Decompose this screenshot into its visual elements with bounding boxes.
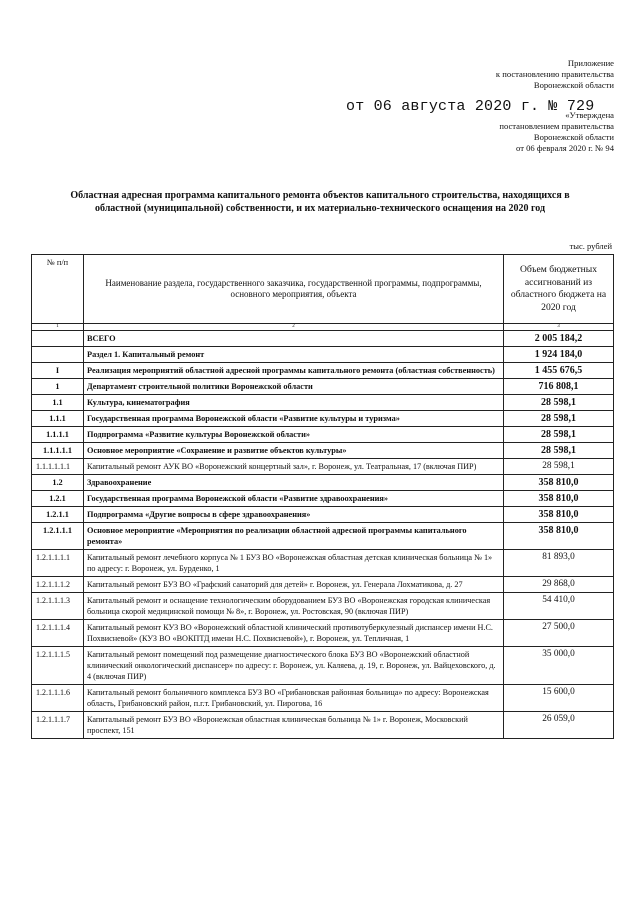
row-name: Капитальный ремонт помещений под размещение диагностического блока БУЗ ВО «Воронежский областной клинический онкологический диспансер» по адресу: г. Воронеж, ул. Каляева, д. 19, г. Воронеж, ул. Вайцеховского, д. 4 (включая ПИР) (84, 647, 504, 685)
row-name: Капитальный ремонт и оснащение технологическим оборудованием БУЗ ВО «Воронежская городская клиническая больница скорой медицинской помощи № 8», г. Воронеж, ул. Ростовская, 90 (включая ПИР) (84, 593, 504, 620)
row-amount: 358 810,0 (504, 507, 614, 523)
column-number: 3 (504, 324, 614, 331)
row-name: Раздел 1. Капитальный ремонт (84, 347, 504, 363)
row-code: 1.1.1 (32, 411, 84, 427)
header-name: Наименование раздела, государственного заказчика, государственной программы, подпрограммы, основного мероприятия, объекта (84, 255, 504, 324)
row-code (32, 347, 84, 363)
table-row (32, 379, 614, 395)
approval-note (499, 110, 614, 154)
row-code: 1.1.1.1.1.1 (32, 459, 84, 475)
appendix-line: Приложение (567, 58, 614, 68)
approval-line: Воронежской области (533, 132, 614, 142)
row-name: Государственная программа Воронежской области «Развитие здравоохранения» (84, 491, 504, 507)
table-row (32, 507, 614, 523)
row-amount: 54 410,0 (504, 593, 614, 620)
row-amount: 28 598,1 (504, 459, 614, 475)
row-amount: 28 598,1 (504, 395, 614, 411)
row-code (32, 331, 84, 347)
row-code: 1.2.1.1.1.5 (32, 647, 84, 685)
table-header-row (32, 255, 614, 324)
column-number-row (32, 324, 614, 331)
row-code: 1 (32, 379, 84, 395)
row-code: 1.1.1.1.1 (32, 443, 84, 459)
appendix-line: к постановлению правительства (495, 69, 614, 79)
row-name: Капитальный ремонт БУЗ ВО «Графский санаторий для детей» г. Воронеж, ул. Генерала Лохматикова, д. 27 (84, 577, 504, 593)
row-code: I (32, 363, 84, 379)
column-number: 1 (32, 324, 84, 331)
resolution-stamp: от 06 августа 2020 г. № 729 (346, 98, 595, 115)
row-code: 1.2.1.1.1.3 (32, 593, 84, 620)
row-code: 1.2.1.1.1.2 (32, 577, 84, 593)
appendix-note (496, 58, 614, 91)
table-row (32, 593, 614, 620)
table-row (32, 620, 614, 647)
budget-table (31, 254, 614, 739)
row-amount: 28 598,1 (504, 443, 614, 459)
row-name: Капитальный ремонт БУЗ ВО «Воронежская областная клиническая больница № 1» г. Воронеж, Московский проспект, 151 (84, 712, 504, 739)
row-name: Капитальный ремонт КУЗ ВО «Воронежский областной клинический противотуберкулезный диспансер имени Н.С. Похвисневой» (КУЗ ВО «ВОКПТД имени Н.С. Похвисневой»), г. Воронеж, ул. Тепличная, 1 (84, 620, 504, 647)
row-amount: 27 500,0 (504, 620, 614, 647)
approval-line: «Утверждена (565, 110, 614, 120)
row-code: 1.2.1.1.1.1 (32, 550, 84, 577)
row-amount: 35 000,0 (504, 647, 614, 685)
row-name: Капитальный ремонт лечебного корпуса № 1 БУЗ ВО «Воронежская областная детская клиническая больница № 1» по адресу: г. Воронеж, ул. Бурденко, 1 (84, 550, 504, 577)
row-name: Подпрограмма «Развитие культуры Воронежской области» (84, 427, 504, 443)
row-name: Реализация мероприятий областной адресной программы капитального ремонта (областная собственность) (84, 363, 504, 379)
row-amount: 358 810,0 (504, 491, 614, 507)
row-code: 1.2.1.1.1.4 (32, 620, 84, 647)
table-row (32, 685, 614, 712)
row-name: Капитальный ремонт АУК ВО «Воронежский концертный зал», г. Воронеж, ул. Театральная, 17 (включая ПИР) (84, 459, 504, 475)
row-name: Основное мероприятие «Мероприятия по реализации областной адресной программы капитального ремонта» (84, 523, 504, 550)
table-row (32, 491, 614, 507)
row-amount: 358 810,0 (504, 523, 614, 550)
column-number: 2 (84, 324, 504, 331)
table-row (32, 475, 614, 491)
table-row (32, 443, 614, 459)
row-name: ВСЕГО (84, 331, 504, 347)
row-amount: 28 598,1 (504, 411, 614, 427)
row-name: Здравоохранение (84, 475, 504, 491)
row-amount: 28 598,1 (504, 427, 614, 443)
row-amount: 358 810,0 (504, 475, 614, 491)
table-row (32, 577, 614, 593)
table-row (32, 523, 614, 550)
row-amount: 2 005 184,2 (504, 331, 614, 347)
approval-line: постановлением правительства (499, 121, 614, 131)
appendix-line: Воронежской области (533, 80, 614, 90)
row-amount: 1 455 676,5 (504, 363, 614, 379)
row-name: Подпрограмма «Другие вопросы в сфере здравоохранения» (84, 507, 504, 523)
table-row (32, 712, 614, 739)
row-amount: 29 868,0 (504, 577, 614, 593)
row-code: 1.1.1.1 (32, 427, 84, 443)
table-row (32, 395, 614, 411)
row-code: 1.2.1.1.1 (32, 523, 84, 550)
header-amount: Объем бюджетных ассигнований из областного бюджета на 2020 год (504, 255, 614, 324)
units-label: тыс. рублей (569, 241, 612, 251)
table-row (32, 411, 614, 427)
row-code: 1.2.1.1 (32, 507, 84, 523)
row-amount: 1 924 184,0 (504, 347, 614, 363)
row-amount: 81 893,0 (504, 550, 614, 577)
table-row (32, 331, 614, 347)
row-name: Государственная программа Воронежской области «Развитие культуры и туризма» (84, 411, 504, 427)
document-title: Областная адресная программа капитального ремонта объектов капитального строительства, находящихся в областной (муниципальной) собственности, и их материально-технического оснащения на 2020 год (70, 190, 570, 214)
row-code: 1.1 (32, 395, 84, 411)
row-name: Культура, кинематография (84, 395, 504, 411)
row-amount: 716 808,1 (504, 379, 614, 395)
table-row (32, 427, 614, 443)
row-code: 1.2.1.1.1.6 (32, 685, 84, 712)
table-row (32, 647, 614, 685)
table-row (32, 347, 614, 363)
row-code: 1.2.1.1.1.7 (32, 712, 84, 739)
row-amount: 15 600,0 (504, 685, 614, 712)
table-row (32, 459, 614, 475)
table-row (32, 550, 614, 577)
table-row (32, 363, 614, 379)
row-name: Капитальный ремонт больничного комплекса БУЗ ВО «Грибановская районная больница» по адресу: Воронежская область, Грибановский район, п.г.т. Грибановский, ул. Пирогова, 16 (84, 685, 504, 712)
row-code: 1.2 (32, 475, 84, 491)
row-name: Основное мероприятие «Сохранение и развитие объектов культуры» (84, 443, 504, 459)
row-amount: 26 059,0 (504, 712, 614, 739)
approval-line: от 06 февраля 2020 г. № 94 (516, 143, 614, 153)
row-name: Департамент строительной политики Воронежской области (84, 379, 504, 395)
row-code: 1.2.1 (32, 491, 84, 507)
header-number: № п/п (32, 255, 84, 324)
